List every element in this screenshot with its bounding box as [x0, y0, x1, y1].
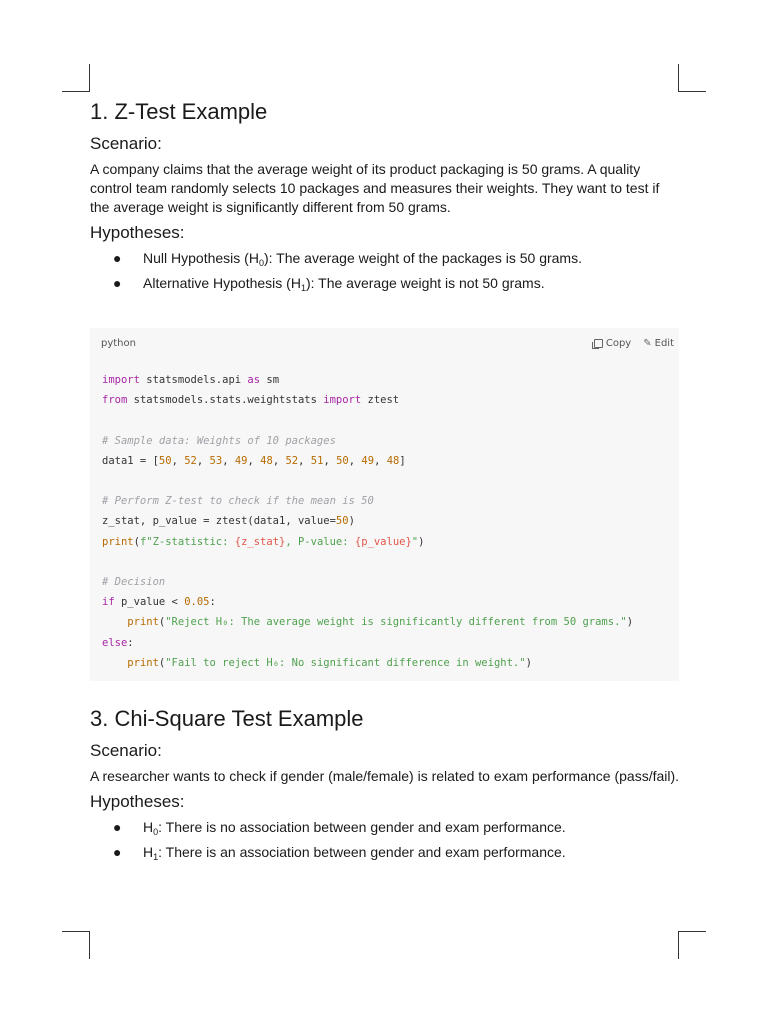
bullet-icon: ● — [113, 275, 122, 291]
code-block — [90, 328, 679, 681]
crop-mark — [678, 64, 679, 92]
hypotheses-list — [90, 818, 680, 862]
code-content: import statsmodels.api as sm from statsmodels.stats.weightstats import ztest # Sample data: Weights of 10 packages data1 = [50, 52, 53, 49, 48, 52, 51, 50, 49, 48] # Perform Z-test to check if the mean is 50 z_stat, p_value = ztest(data1, value=50) print(f"Z-statistic: {z_stat}, P-value: {p_value}") # Decision if p_value < 0.05: print("Reject H₀: The average weight is significantly different from 50 grams.") else: print("Fail to reject H₀: No significant difference in weight.") — [102, 374, 634, 669]
bullet-icon: ● — [113, 250, 122, 266]
code-language-label: python — [101, 338, 136, 349]
section-title: 1. Z-Test Example — [90, 99, 268, 124]
scenario-text: A company claims that the average weight of its product packaging is 50 grams. A quality control team randomly selects 10 packages and measures their weights. They want to test if the average weight is significantly different from 50 grams. — [90, 161, 660, 215]
crop-mark — [678, 91, 706, 92]
hypotheses-heading: Hypotheses: — [90, 792, 185, 811]
scenario-heading: Scenario: — [90, 741, 162, 760]
crop-mark — [89, 64, 90, 92]
list-item: ● Null Hypothesis $(H_0)$: The average weight of the packages is 50 grams. — [113, 250, 582, 268]
scenario-text: A researcher wants to check if gender (male/female) is related to exam performance (pass/fail). — [90, 768, 680, 784]
hypotheses-heading: Hypotheses: — [90, 223, 185, 242]
edit-button[interactable]: ✎ Edit — [643, 338, 674, 349]
section-title: 3. Chi-Square Test Example — [90, 706, 364, 731]
crop-mark — [678, 931, 679, 959]
edit-icon: ✎ — [643, 338, 652, 349]
crop-mark — [678, 931, 706, 932]
crop-mark — [62, 931, 90, 932]
hypotheses-list — [90, 249, 680, 293]
bullet-icon: ● — [113, 844, 122, 860]
section-z-test — [90, 96, 680, 299]
list-item: ● $H_1$: There is an association between gender and exam performance. — [113, 844, 566, 862]
code-actions — [594, 338, 674, 349]
scenario-heading: Scenario: — [90, 134, 162, 153]
bullet-icon: ● — [113, 819, 122, 835]
list-item: ● Alternative Hypothesis $(H_1)$: The average weight is not 50 grams. — [113, 275, 545, 293]
copy-icon — [594, 339, 603, 348]
crop-mark — [62, 91, 90, 92]
crop-mark — [89, 931, 90, 959]
copy-button[interactable]: Copy — [594, 338, 631, 349]
list-item: ● $H_0$: There is no association between gender and exam performance. — [113, 819, 566, 837]
section-chi-square — [90, 703, 680, 868]
